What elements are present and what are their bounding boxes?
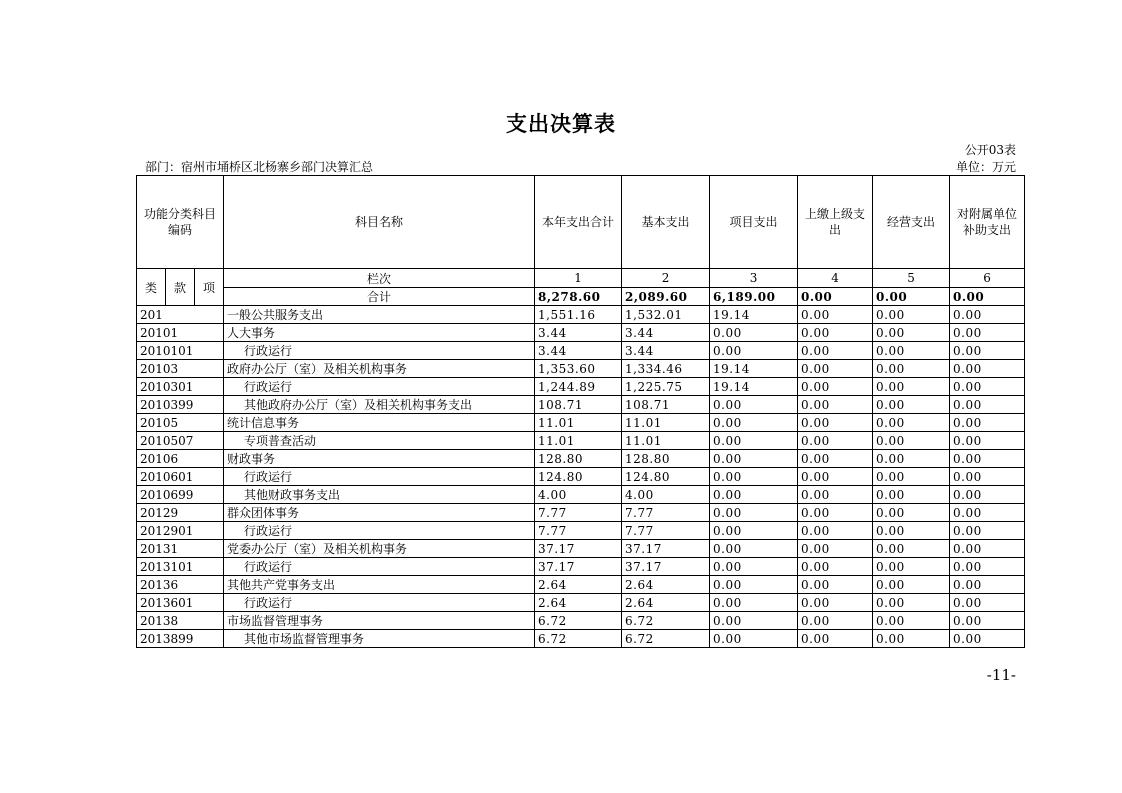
row-value: 1,532.01: [622, 306, 710, 324]
table-row: [137, 630, 1025, 648]
row-value: 1,244.89: [535, 378, 622, 396]
row-name: 行政运行: [224, 468, 535, 486]
row-code: 2013601: [137, 594, 224, 612]
row-value: 0.00: [710, 594, 798, 612]
row-code: 20129: [137, 504, 224, 522]
row-value: 6.72: [622, 630, 710, 648]
row-name: 其他共产党事务支出: [224, 576, 535, 594]
row-value: 0.00: [950, 396, 1025, 414]
header-basic: 基本支出: [622, 176, 710, 269]
row-name: 市场监督管理事务: [224, 612, 535, 630]
row-code: 20103: [137, 360, 224, 378]
row-value: 0.00: [873, 486, 950, 504]
row-value: 1,551.16: [535, 306, 622, 324]
row-value: 6.72: [622, 612, 710, 630]
row-value: 0.00: [710, 630, 798, 648]
row-value: 2.64: [535, 594, 622, 612]
row-value: 0.00: [710, 342, 798, 360]
row-code: 20105: [137, 414, 224, 432]
row-value: 0.00: [710, 576, 798, 594]
row-value: 0.00: [950, 306, 1025, 324]
total-value: 6,189.00: [710, 288, 798, 306]
row-value: 0.00: [798, 504, 873, 522]
row-value: 7.77: [535, 504, 622, 522]
row-value: 11.01: [535, 414, 622, 432]
row-value: 0.00: [873, 414, 950, 432]
row-code: 2010399: [137, 396, 224, 414]
row-value: 0.00: [798, 378, 873, 396]
row-value: 0.00: [710, 324, 798, 342]
row-value: 0.00: [873, 306, 950, 324]
row-value: 0.00: [950, 630, 1025, 648]
table-row: [137, 378, 1025, 396]
row-value: 0.00: [873, 594, 950, 612]
row-code: 2010301: [137, 378, 224, 396]
row-value: 0.00: [950, 324, 1025, 342]
row-value: 2.64: [535, 576, 622, 594]
row-code: 2010507: [137, 432, 224, 450]
unit-label: 单位：万元: [955, 160, 1016, 174]
row-value: 0.00: [873, 504, 950, 522]
row-value: 0.00: [950, 540, 1025, 558]
row-name: 政府办公厅（室）及相关机构事务: [224, 360, 535, 378]
table-row: [137, 360, 1025, 378]
row-value: 0.00: [710, 486, 798, 504]
row-value: 0.00: [950, 414, 1025, 432]
row-value: 0.00: [950, 594, 1025, 612]
page-number: -11-: [986, 666, 1016, 684]
row-value: 0.00: [710, 414, 798, 432]
row-value: 0.00: [950, 450, 1025, 468]
row-name: 统计信息事务: [224, 414, 535, 432]
total-value: 0.00: [873, 288, 950, 306]
total-value: 2,089.60: [622, 288, 710, 306]
row-value: 0.00: [798, 540, 873, 558]
row-value: 19.14: [710, 360, 798, 378]
row-name: 群众团体事务: [224, 504, 535, 522]
total-row: [137, 288, 1025, 306]
sub-header-xiang: 项: [195, 269, 224, 306]
row-code: 20131: [137, 540, 224, 558]
row-value: 11.01: [622, 432, 710, 450]
row-name: 人大事务: [224, 324, 535, 342]
row-value: 37.17: [622, 558, 710, 576]
row-value: 0.00: [950, 522, 1025, 540]
row-value: 0.00: [798, 342, 873, 360]
row-value: 0.00: [950, 378, 1025, 396]
table-row: [137, 612, 1025, 630]
row-value: 0.00: [873, 558, 950, 576]
row-code: 2013101: [137, 558, 224, 576]
column-index: 5: [873, 269, 950, 288]
row-code: 20138: [137, 612, 224, 630]
row-value: 0.00: [710, 450, 798, 468]
header-row: [137, 176, 1025, 269]
row-value: 0.00: [710, 504, 798, 522]
row-code: 2012901: [137, 522, 224, 540]
row-value: 0.00: [710, 432, 798, 450]
column-index: 4: [798, 269, 873, 288]
row-name: 其他财政事务支出: [224, 486, 535, 504]
header-subsidy: 对附属单位补助支出: [950, 176, 1025, 269]
row-code: 20136: [137, 576, 224, 594]
row-value: 7.77: [535, 522, 622, 540]
row-name: 行政运行: [224, 378, 535, 396]
row-name: 其他市场监督管理事务: [224, 630, 535, 648]
row-value: 3.44: [535, 324, 622, 342]
row-value: 0.00: [950, 558, 1025, 576]
column-index: 6: [950, 269, 1025, 288]
row-value: 0.00: [710, 540, 798, 558]
row-value: 2.64: [622, 594, 710, 612]
row-value: 0.00: [873, 324, 950, 342]
page-title: 支出决算表: [506, 112, 616, 136]
row-value: 0.00: [950, 432, 1025, 450]
row-value: 0.00: [950, 468, 1025, 486]
row-value: 7.77: [622, 504, 710, 522]
row-value: 19.14: [710, 378, 798, 396]
row-code: 2010699: [137, 486, 224, 504]
row-value: 3.44: [535, 342, 622, 360]
row-value: 3.44: [622, 324, 710, 342]
row-name: 一般公共服务支出: [224, 306, 535, 324]
row-value: 0.00: [798, 306, 873, 324]
table-row: [137, 522, 1025, 540]
total-value: 0.00: [950, 288, 1025, 306]
row-value: 0.00: [950, 342, 1025, 360]
table-row: [137, 324, 1025, 342]
table-row: [137, 576, 1025, 594]
total-label: 合计: [224, 288, 535, 306]
row-name: 专项普查活动: [224, 432, 535, 450]
row-value: 0.00: [950, 360, 1025, 378]
row-value: 1,334.46: [622, 360, 710, 378]
row-value: 0.00: [798, 432, 873, 450]
row-value: 0.00: [950, 576, 1025, 594]
row-value: 128.80: [622, 450, 710, 468]
table-row: [137, 432, 1025, 450]
row-value: 0.00: [950, 612, 1025, 630]
header-business: 经营支出: [873, 176, 950, 269]
row-value: 37.17: [535, 540, 622, 558]
total-value: 8,278.60: [535, 288, 622, 306]
row-value: 0.00: [873, 612, 950, 630]
row-value: 0.00: [950, 486, 1025, 504]
header-code: 功能分类科目编码: [137, 176, 224, 269]
row-value: 4.00: [622, 486, 710, 504]
sub-header-kuan: 款: [166, 269, 195, 306]
row-value: 0.00: [873, 522, 950, 540]
row-value: 6.72: [535, 630, 622, 648]
row-value: 0.00: [798, 522, 873, 540]
row-value: 0.00: [710, 558, 798, 576]
table-row: [137, 342, 1025, 360]
row-value: 0.00: [798, 558, 873, 576]
row-value: 6.72: [535, 612, 622, 630]
row-value: 0.00: [798, 414, 873, 432]
expenditure-table: [136, 175, 1025, 648]
row-value: 108.71: [535, 396, 622, 414]
row-value: 11.01: [535, 432, 622, 450]
row-value: 0.00: [873, 630, 950, 648]
row-value: 19.14: [710, 306, 798, 324]
row-value: 0.00: [873, 540, 950, 558]
row-code: 20101: [137, 324, 224, 342]
column-index: 2: [622, 269, 710, 288]
row-value: 0.00: [873, 360, 950, 378]
row-value: 0.00: [873, 342, 950, 360]
row-value: 0.00: [710, 468, 798, 486]
row-value: 0.00: [710, 522, 798, 540]
row-name: 行政运行: [224, 558, 535, 576]
column-index-row: [137, 269, 1025, 288]
row-value: 0.00: [798, 450, 873, 468]
row-value: 0.00: [798, 396, 873, 414]
row-value: 2.64: [622, 576, 710, 594]
form-number: 公开03表: [964, 143, 1016, 157]
row-value: 0.00: [798, 594, 873, 612]
row-value: 0.00: [710, 396, 798, 414]
header-total: 本年支出合计: [535, 176, 622, 269]
row-value: 0.00: [798, 630, 873, 648]
row-code: 20106: [137, 450, 224, 468]
header-project: 项目支出: [710, 176, 798, 269]
header-upper: 上缴上级支出: [798, 176, 873, 269]
sub-header-lei: 类: [137, 269, 166, 306]
row-value: 0.00: [798, 360, 873, 378]
row-value: 0.00: [798, 612, 873, 630]
table-row: [137, 540, 1025, 558]
row-code: 2010101: [137, 342, 224, 360]
row-value: 0.00: [798, 324, 873, 342]
row-code: 2013899: [137, 630, 224, 648]
row-name: 行政运行: [224, 594, 535, 612]
row-value: 0.00: [873, 432, 950, 450]
row-value: 124.80: [535, 468, 622, 486]
row-code: 2010601: [137, 468, 224, 486]
row-value: 3.44: [622, 342, 710, 360]
row-value: 37.17: [622, 540, 710, 558]
row-value: 108.71: [622, 396, 710, 414]
row-value: 0.00: [710, 612, 798, 630]
row-value: 0.00: [798, 468, 873, 486]
sub-header-lanci: 栏次: [224, 269, 535, 288]
row-value: 0.00: [798, 486, 873, 504]
row-name: 其他政府办公厅（室）及相关机构事务支出: [224, 396, 535, 414]
row-name: 行政运行: [224, 342, 535, 360]
table-row: [137, 486, 1025, 504]
table-row: [137, 594, 1025, 612]
table-row: [137, 504, 1025, 522]
total-value: 0.00: [798, 288, 873, 306]
table-row: [137, 306, 1025, 324]
row-value: 37.17: [535, 558, 622, 576]
row-value: 1,353.60: [535, 360, 622, 378]
row-value: 7.77: [622, 522, 710, 540]
department-label: 部门：宿州市埇桥区北杨寨乡部门决算汇总: [145, 160, 374, 174]
row-value: 0.00: [873, 396, 950, 414]
row-value: 4.00: [535, 486, 622, 504]
column-index: 3: [710, 269, 798, 288]
table-row: [137, 414, 1025, 432]
row-value: 0.00: [873, 468, 950, 486]
table-row: [137, 396, 1025, 414]
row-value: 11.01: [622, 414, 710, 432]
table-row: [137, 468, 1025, 486]
row-value: 124.80: [622, 468, 710, 486]
table-row: [137, 558, 1025, 576]
row-name: 财政事务: [224, 450, 535, 468]
row-value: 0.00: [798, 576, 873, 594]
table-row: [137, 450, 1025, 468]
row-value: 0.00: [873, 378, 950, 396]
row-value: 128.80: [535, 450, 622, 468]
row-name: 行政运行: [224, 522, 535, 540]
header-name: 科目名称: [224, 176, 535, 269]
row-value: 0.00: [873, 450, 950, 468]
row-value: 0.00: [950, 504, 1025, 522]
row-code: 201: [137, 306, 224, 324]
row-value: 1,225.75: [622, 378, 710, 396]
row-value: 0.00: [873, 576, 950, 594]
column-index: 1: [535, 269, 622, 288]
row-name: 党委办公厅（室）及相关机构事务: [224, 540, 535, 558]
